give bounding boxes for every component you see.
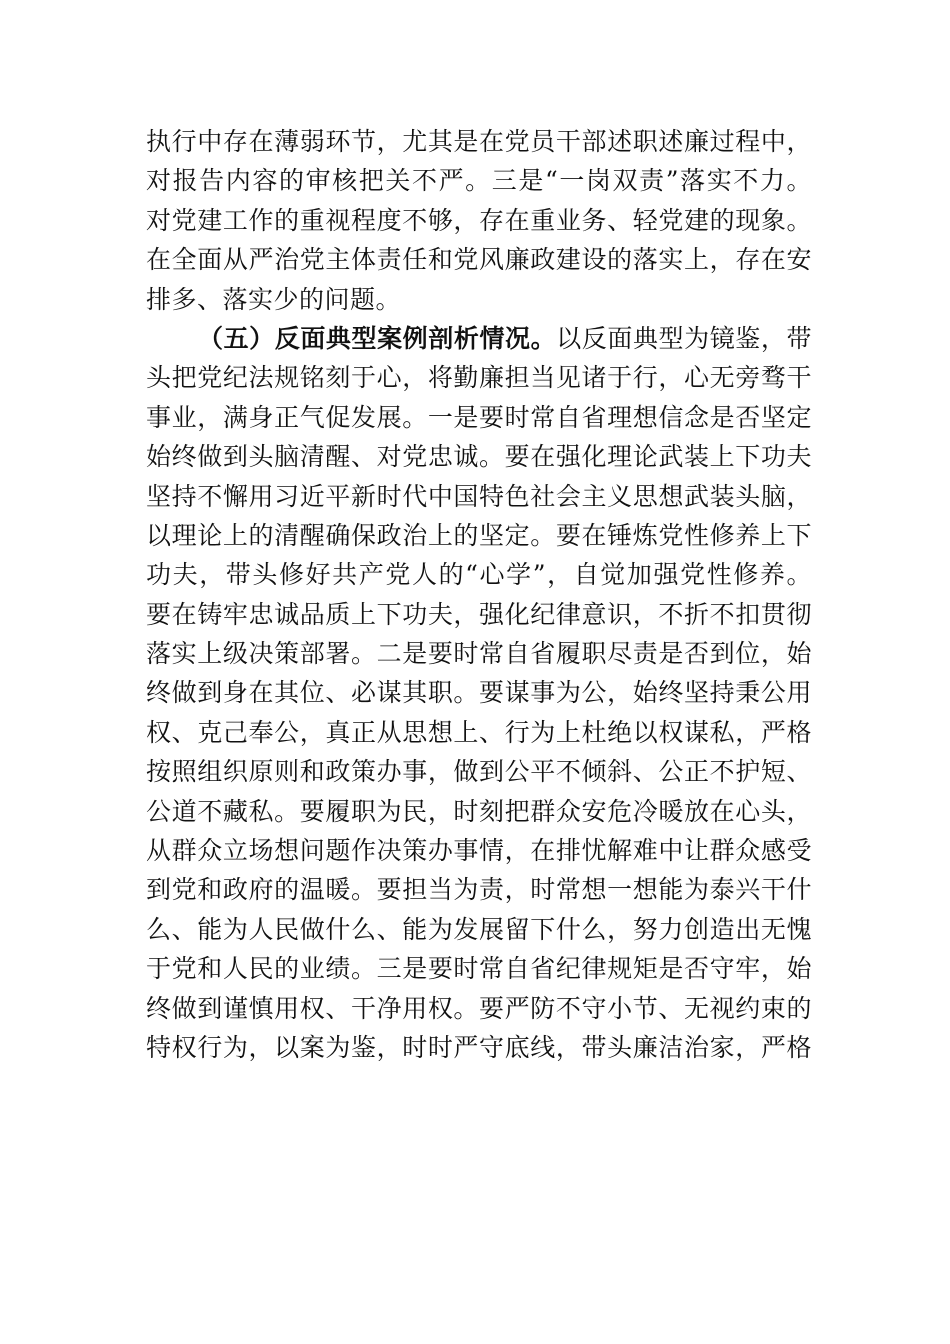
section-line: 终做到身在其位、必谋其职。要谋事为公，始终坚持秉公用 [146, 678, 812, 708]
document-body [146, 122, 812, 1067]
section-heading-line [146, 319, 812, 358]
section-line: 坚持不懈用习近平新时代中国特色社会主义思想武装头脑， [146, 481, 812, 511]
section-line: 于党和人民的业绩。三是要时常自省纪律规矩是否守牢，始 [146, 954, 812, 984]
section-line: 么、能为人民做什么、能为发展留下什么，努力创造出无愧 [146, 914, 812, 944]
paragraph-line: 执行中存在薄弱环节，尤其是在党员干部述职述廉过程中， [146, 127, 812, 156]
section-line: 要在铸牢忠诚品质上下功夫，强化纪律意识，不折不扣贯彻 [146, 599, 812, 629]
section-line: 始终做到头脑清醒、对党忠诚。要在强化理论武装上下功夫 [146, 442, 812, 472]
paragraph-line: 对报告内容的审核把关不严。三是“一岗双责”落实不力。 [146, 166, 812, 196]
paragraph-line: 在全面从严治党主体责任和党风廉政建设的落实上，存在安 [146, 245, 812, 275]
section-line: 到党和政府的温暖。要担当为责，时常想一想能为泰兴干什 [146, 875, 812, 905]
section-line: 落实上级决策部署。二是要时常自省履职尽责是否到位，始 [146, 639, 812, 669]
section-line: 事业，满身正气促发展。一是要时常自省理想信念是否坚定 [146, 402, 812, 432]
section-line: 以理论上的清醒确保政治上的坚定。要在锤炼党性修养上下 [146, 520, 812, 550]
section-line: 终做到谨慎用权、干净用权。要严防不守小节、无视约束的 [146, 993, 812, 1023]
section-line: 公道不藏私。要履职为民，时刻把群众安危冷暖放在心头， [146, 796, 812, 826]
section-first-line-text: 以反面典型为镜鉴，带 [556, 323, 812, 353]
section-line: 从群众立场想问题作决策办事情，在排忧解难中让群众感受 [146, 836, 812, 866]
section-line: 特权行为，以案为鉴，时时严守底线，带头廉洁治家，严格 [146, 1032, 812, 1062]
paragraph-line: 对党建工作的重视程度不够，存在重业务、轻党建的现象。 [146, 205, 812, 235]
section-line: 权、克己奉公，真正从思想上、行为上杜绝以权谋私，严格 [146, 717, 812, 747]
paragraph-line: 排多、落实少的问题。 [146, 284, 402, 314]
section-line: 按照组织原则和政策办事，做到公平不倾斜、公正不护短、 [146, 757, 812, 787]
section-line: 功夫，带头修好共产党人的“心学”，自觉加强党性修养。 [146, 560, 812, 590]
section-line: 头把党纪法规铭刻于心，将勤廉担当见诸于行，心无旁骛干 [146, 363, 812, 393]
section-heading: （五）反面典型案例剖析情况。 [198, 323, 557, 353]
